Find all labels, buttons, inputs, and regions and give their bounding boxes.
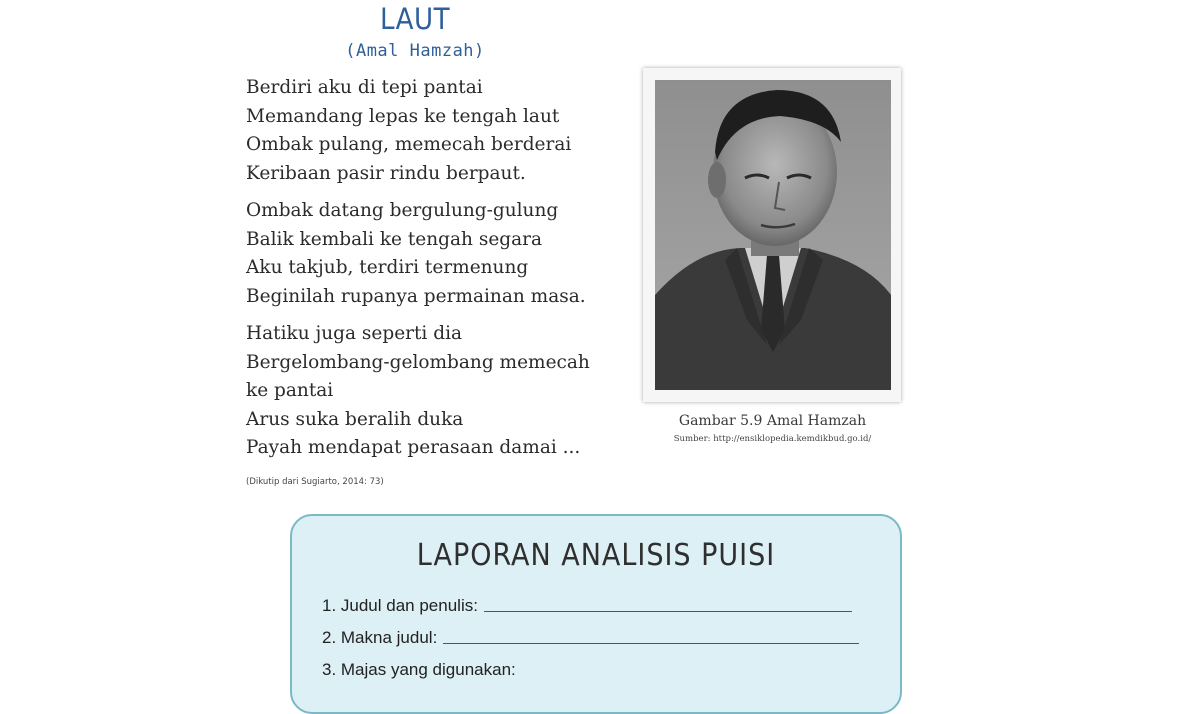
poem-line: Berdiri aku di tepi pantai (246, 77, 483, 98)
report-field-title-meaning (322, 624, 859, 648)
poem-analysis-report-box (290, 514, 902, 714)
poem-stanza-3 (246, 320, 636, 463)
poem-line: Balik kembali ke tengah segara (246, 228, 543, 250)
poem-line: Ombak datang bergulung-gulung (246, 200, 559, 221)
author-portrait-photo (655, 80, 891, 390)
poem-line: ke pantai (246, 380, 334, 401)
poem-line: Aku takjub, terdiri termenung (246, 257, 529, 278)
poem-stanza-2 (246, 197, 636, 311)
report-field-label: 1. Judul dan penulis: (322, 596, 478, 615)
author-photo-frame (643, 68, 901, 402)
answer-line[interactable] (484, 610, 852, 612)
report-field-title-author (322, 592, 852, 616)
poem-line: Ombak pulang, memecah berderai (246, 134, 572, 155)
figure-source: Sumber: http://ensiklopedia.kemdikbud.go.id/ (673, 434, 872, 444)
figure-caption: Gambar 5.9 Amal Hamzah (678, 413, 867, 429)
report-field-figures-of-speech (322, 656, 516, 680)
report-field-label: 3. Majas yang digunakan: (322, 660, 516, 679)
poem-line: Payah mendapat perasaan damai ... (246, 437, 581, 458)
poem-stanza-1 (246, 74, 636, 188)
poem-line: Arus suka beralih duka (246, 408, 464, 430)
report-field-label: 2. Makna judul: (322, 628, 438, 647)
poem-body (246, 74, 636, 472)
poem-line: Bergelombang-gelombang memecah (246, 351, 590, 373)
poem-line: Keribaan pasir rindu berpaut. (246, 162, 526, 184)
poem-title: LAUT (379, 2, 451, 36)
poem-citation: (Dikutip dari Sugiarto, 2014: 73) (246, 477, 384, 487)
poem-line: Hatiku juga seperti dia (246, 323, 463, 344)
poem-line: Beginilah rupanya permainan masa. (246, 285, 586, 307)
answer-line[interactable] (443, 642, 859, 644)
poem-author: (Amal Hamzah) (345, 41, 485, 61)
poem-line: Memandang lepas ke tengah laut (246, 105, 560, 127)
report-title: LAPORAN ANALISIS PUISI (416, 538, 776, 573)
